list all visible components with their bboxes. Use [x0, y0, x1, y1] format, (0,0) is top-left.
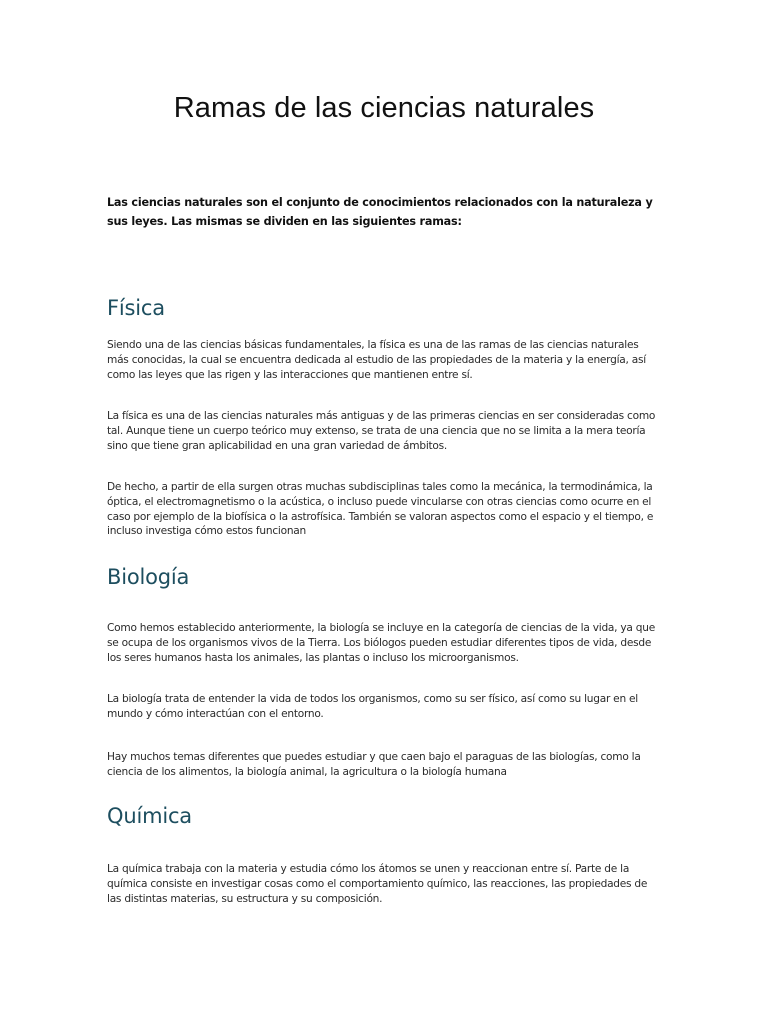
- section-heading-fisica: Física: [107, 296, 165, 320]
- paragraph: Siendo una de las ciencias básicas fundamentales, la física es una de las ramas de las ciencias naturales más conocidas, la cual se encuentra dedicada al estudio de las propiedades de la materia y la energía, así como las leyes que las rigen y las interacciones que mantienen entre sí.: [107, 339, 646, 381]
- paragraph: La física es una de las ciencias naturales más antiguas y de las primeras ciencias en ser consideradas como tal. Aunque tiene un cuerpo teórico muy extenso, se trata de una ciencia que no se limita a la mera teoría sino que tiene gran aplicabilidad en una gran variedad de ámbitos.: [107, 410, 656, 452]
- section-heading-biologia: Biología: [107, 565, 190, 589]
- document-title: Ramas de las ciencias naturales: [173, 92, 595, 124]
- intro-paragraph: Las ciencias naturales son el conjunto de conocimientos relacionados con la naturaleza y sus leyes. Las mismas se dividen en las siguientes ramas:: [107, 196, 653, 228]
- paragraph: La química trabaja con la materia y estudia cómo los átomos se unen y reaccionan entre sí. Parte de la química consiste en investigar cosas como el comportamiento químico, las reacciones, las propiedades de las distintas materias, su estructura y su composición.: [107, 863, 648, 905]
- paragraph: De hecho, a partir de ella surgen otras muchas subdisciplinas tales como la mecánica, la termodinámica, la óptica, el electromagnetismo o la acústica, o incluso puede vincularse con otras ciencias como ocurre en el caso por ejemplo de la biofísica o la astrofísica. También se valoran aspectos como el espacio y el tiempo, e incluso investiga cómo estos funcionan: [107, 481, 654, 538]
- section-heading-quimica: Química: [107, 804, 192, 828]
- paragraph: La biología trata de entender la vida de todos los organismos, como su ser físico, así como su lugar en el mundo y cómo interactúan con el entorno.: [107, 693, 638, 720]
- paragraph: Como hemos establecido anteriormente, la biología se incluye en la categoría de ciencias de la vida, ya que se ocupa de los organismos vivos de la Tierra. Los biólogos pueden estudiar diferentes tipos de vida, desde los seres humanos hasta los animales, las plantas o incluso los microorganismos.: [107, 622, 655, 664]
- paragraph: Hay muchos temas diferentes que puedes estudiar y que caen bajo el paraguas de las biologías, como la ciencia de los alimentos, la biología animal, la agricultura o la biología humana: [107, 751, 641, 778]
